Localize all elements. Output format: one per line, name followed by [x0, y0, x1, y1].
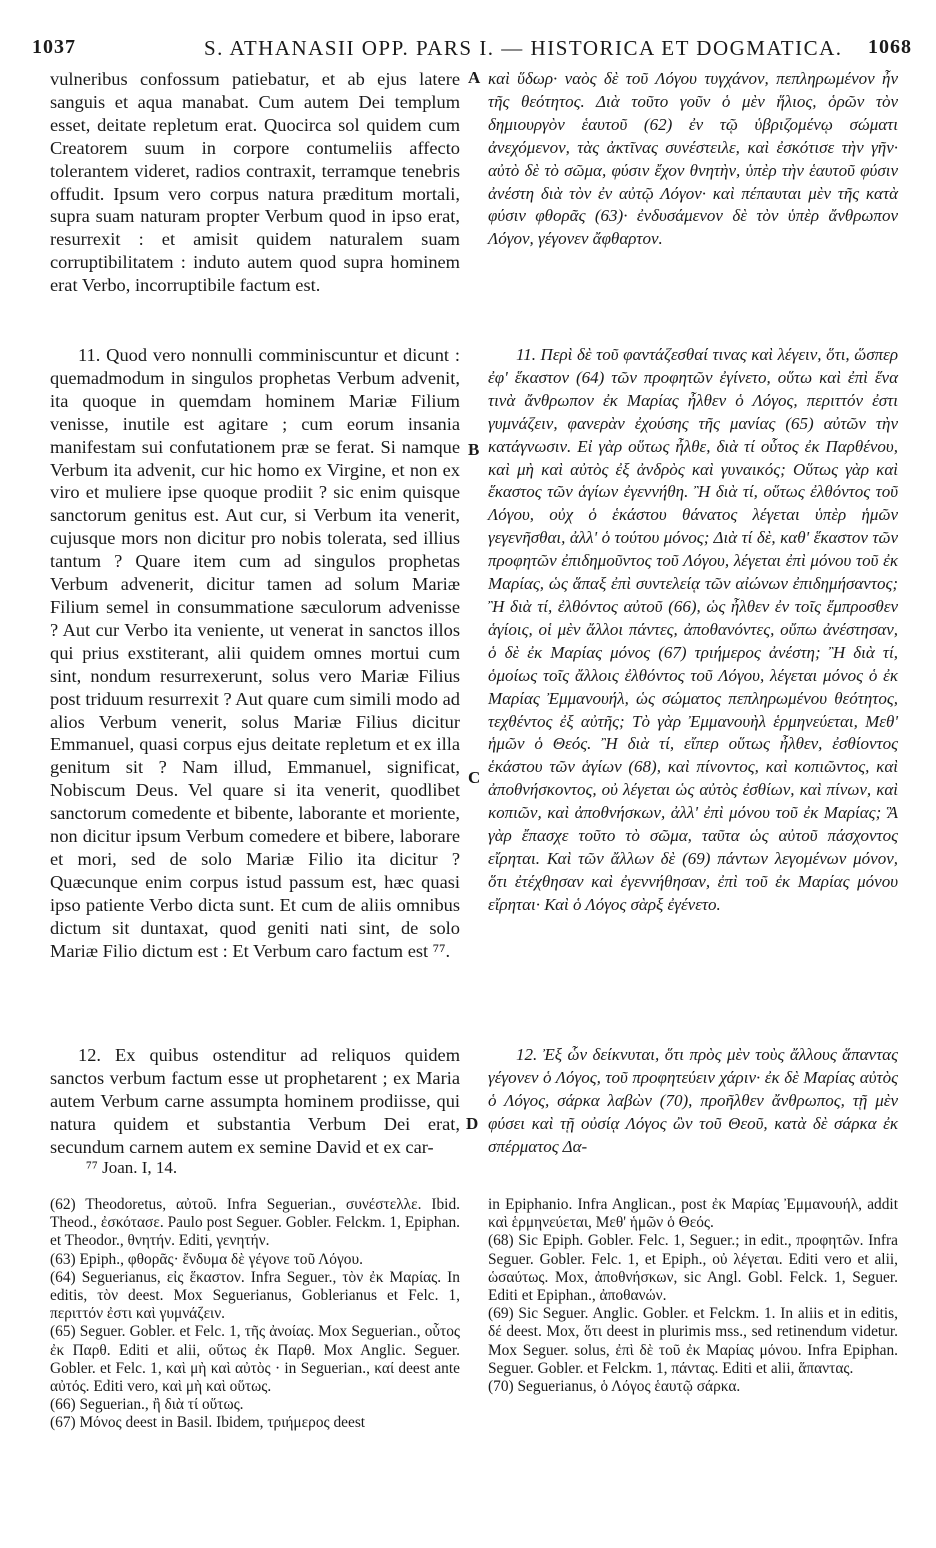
latin-column-11	[50, 344, 460, 962]
running-title: S. ATHANASII OPP. PARS I. — HISTORICA ET DOGMATICA.	[204, 36, 843, 60]
footnote-68: (68) Sic Epiph. Gobler. Felc. 1, Seguer.; in edit., προφητῶν. Infra Seguer. Gobler. Felc. 1, et Epiph., οὐ λέγεται. Editi vero et alii, ὡσαύτως. Mox, ἀποθνήσκων, sic Angl. Gobl. Felck. 1, Seguer. Editi et Epiphan., ἀποθανών.	[488, 1232, 898, 1305]
greek-paragraph-12: 12. Ἐξ ὧν δείκνυται, ὅτι πρὸς μὲν τοὺς ἄλλους ἅπαντας γέγονεν ὁ Λόγος, τοῦ προφητεύειν χάριν· ἐκ δὲ Μαρίας αὐτὸς ὁ Λόγος, σάρκα λαβὼν (70), προῆλθεν ἄνθρωπος, τῇ μὲν φύσει καὶ τῇ οὐσίᾳ Λόγος ὢν τοῦ Θεοῦ, κατὰ δὲ σάρκα ἐκ σπέρματος Δα-	[488, 1045, 898, 1156]
latin-column-top	[50, 68, 460, 297]
margin-letter-b: B	[468, 440, 480, 459]
footnote-70: (70) Seguerianus, ὁ Λόγος ἑαυτῷ σάρκα.	[488, 1378, 741, 1396]
footnote-67-continued: in Epiphanio. Infra Anglican., post ἐκ Μαρίας Ἐμμανουήλ, addit καὶ ἑρμηνεύεται, Μεθ' ἡμῶν ὁ Θεός.	[488, 1196, 898, 1232]
latin-paragraph-10: vulneribus confossum patiebatur, et ab ejus latere sanguis et aqua manabat. Cum autem Dei templum esset, deitate repletum erat. Quocirca sol quidem cum Creatorem suum in corpore contumeliis affecto tolerantem videret, radios contraxit, terramque tenebris offudit. Ipsum vero corpus natura præditum mortali, supra suam naturam propter Verbum quod in ipso erat, resurrexit : et amisit quidem naturalem suam corruptibilitatem : induto autem quod supra hominem erat Verbo, incorruptibile factum est.	[50, 69, 460, 296]
footnote-65: (65) Seguer. Gobler. et Felc. 1, τῆς ἀνοίας. Mox Seguerian., οὗτος ἐκ Παρθ. Editi et alii, οὕτως ἐκ Παρθ. Mox Anglic. Seguer. Gobler. et Felc. 1, καὶ μὴ καὶ αὐτὸς · in Seguerian., καί deest ante αὐτός. Editi vero, καὶ μὴ καὶ οὕτως.	[50, 1323, 460, 1396]
latin-column-12	[50, 1044, 460, 1159]
footnote-69: (69) Sic Seguer. Anglic. Gobler. et Felckm. 1. In aliis et in editis, δέ deest. Mox, ὅτι deest in plurimis mss., sed retinendum videtur. Mox Seguer. solus, ἐπὶ δὲ τοῦ ἐκ Μαρίας μόνου. Infra Epiphan. Seguer. Gobler. et Felckm. 1, πάντας. Editi et alii, ἅπαντας.	[488, 1305, 898, 1377]
latin-paragraph-12: 12. Ex quibus ostenditur ad reliquos quidem sanctos verbum factum esse ut prophetarent ; ex Maria autem Verbum carne assumpta hominem prodiisse, qui natura quidem et substantia Verbum Dei erat, secundum carnem autem ex semine David et ex car-	[50, 1045, 460, 1157]
greek-column-top	[488, 68, 898, 251]
latin-paragraph-11: 11. Quod vero nonnulli comminiscuntur et dicunt : quemadmodum in singulos prophetas Verbum advenit, ita quoque in quemdam hominem Mariæ Filium venisse, inutile est agitare ; cum eorum insania manifestam sui confutationem præ se ferat. Si namque Verbum ita advenit, cur hic homo ex Virgine, et non ex viro et muliere ipse quoque prodiit ? sic enim quisque sanctorum genitus est. Aut cur, si Verbum ita venerit, cujusque mors non dicitur pro nobis tolerata, sed illius tantum ? Quare item cum ad singulos prophetas Verbum advenerit, dicitur tamen ad solum Mariæ Filium semel in consummatione sæculorum advenisse ? Aut cur Verbo ita veniente, ut venerat in sanctos illos qui prius exstiterant, alii quidem omnes mortui cum sint, nondum resurrexerunt, solus vero Mariæ Filius post triduum resurrexit ? Aut quare cum simili modo ad alios Verbum venerit, solus Mariæ Filius dicitur Emmanuel, quasi corpus ejus deitate repletum et ex illa genitum sit ? Nam illud, Emmanuel, significat, Nobiscum Deus. Vel quare si ita venerit, quodlibet sanctorum comedente et bibente, laborante et moriente, non dicitur ipsum Verbum comedere et bibere, laborare et mori, sed de solo Mariæ Filio ita dicitur ? Quæcunque enim corpus istud passum est, hæc quasi ipso patiente Verbo dicta sunt. Et cum de aliis omnibus dictum sit duntaxat, quod geniti nati sint, de solo Mariæ Filio dictum est : Et Verbum caro factum est ⁷⁷.	[50, 345, 460, 961]
footnote-67: (67) Μόνος deest in Basil. Ibidem, τριήμερος deest	[50, 1414, 366, 1432]
greek-paragraph-10: καὶ ὕδωρ· ναὸς δὲ τοῦ Λόγου τυγχάνον, πεπληρωμένον ἦν τῆς θεότητος. Διὰ τοῦτο γοῦν ὁ μὲν ἥλιος, ὁρῶν τὸν δημιουργὸν ἑαυτοῦ (62) ἐν τῷ ὑβριζομένῳ σώματι ἀνεχόμενον, τὰς ἀκτῖνας συνέστειλε, καὶ ἐσκότισε τὴν γῆν· αὐτὸ δὲ τὸ σῶμα, φύσιν ἔχον θνητὴν, ὑπὲρ τὴν ἑαυτοῦ φύσιν ἀνέστη διὰ τὸν ἐν αὐτῷ Λόγον· καὶ πέπαυται μὲν τῆς κατὰ φύσιν φθορᾶς (63)· ἐνδυσάμενον δὲ τὸν ὑπὲρ ἄνθρωπον Λόγον, γέγονεν ἄφθαρτον.	[488, 69, 898, 249]
page-number-left: 1037	[32, 36, 76, 58]
margin-letter-d: D	[466, 1114, 479, 1133]
footnote-62: (62) Theodoretus, αὐτοῦ. Infra Seguerian., συνέστελλε. Ibid. Theod., ἐσκότασε. Paulo post Seguer. Gobler. Felckm. 1, Epiphan. et Theodor., θνητήν. Editi, γενητήν.	[50, 1196, 460, 1250]
footnote-66: (66) Seguerian., ἢ διὰ τί οὕτως.	[50, 1396, 244, 1414]
footnotes-right	[488, 1196, 898, 1396]
footnotes-left	[50, 1196, 460, 1433]
margin-letter-c: C	[468, 768, 481, 787]
running-header	[24, 36, 912, 64]
scripture-note: ⁷⁷ Joan. I, 14.	[86, 1158, 178, 1177]
greek-paragraph-11: 11. Περὶ δὲ τοῦ φαντάζεσθαί τινας καὶ λέγειν, ὅτι, ὥσπερ ἐφ' ἕκαστον (64) τῶν προφητῶν ἐγίνετο, οὕτω καὶ ἐπὶ ἕνα τινὰ ἄνθρωπον ἐκ Μαρίας ἦλθεν ὁ Λόγος, περιττόν ἐστι γυμνάζειν, φανερὰν ἐχούσης τῆς μανίας (65) αὐτῶν τὴν κατάγνωσιν. Εἰ γὰρ οὕτως ἦλθε, διὰ τί οὗτος ἐκ Παρθένου, καὶ μὴ καὶ αὐτὸς ἐξ ἀνδρὸς καὶ γυναικός; Οὕτως γὰρ καὶ ἕκαστος τῶν ἁγίων ἐγεννήθη. Ἢ διὰ τί, οὕτως ἐλθόντος τοῦ Λόγου, οὐχ ὁ ἑκάστου θάνατος λέγεται ὑπὲρ ἡμῶν γεγενῆσθαι, ἀλλ' ὁ τούτου μόνος; Διὰ τί δὲ, καθ' ἕκαστον τῶν προφητῶν ἐπιδημοῦντος τοῦ Λόγου, λέγεται ἐπὶ μόνου τοῦ ἐκ Μαρίας, ὡς ἅπαξ ἐπὶ συντελείᾳ τῶν αἰώνων ἐπιδημήσαντος; Ἢ διὰ τί, ἐλθόντος αὐτοῦ (66), ὡς ἦλθεν ἐν τοῖς ἔμπροσθεν ἁγίοις, οἱ μὲν ἄλλοι πάντες, ἀποθανόντες, οὔπω ἀνέστησαν, ὁ δὲ ἐκ Μαρίας μόνος (67) τριήμερος ἀνέστη; Ἢ διὰ τί, ὁμοίως τοῖς ἄλλοις ἐλθόντος τοῦ Λόγου, λέγεται μόνος ὁ ἐκ Μαρίας Ἐμμανουήλ, ὡς σώματος πεπληρωμένου θεότητος, τεχθέντος ἐξ αὐτῆς; Τὸ γὰρ Ἐμμανουὴλ ἑρμηνεύεται, Μεθ' ἡμῶν ὁ Θεός. Ἢ διὰ τί, εἴπερ οὕτως ἦλθεν, ἐσθίοντος ἑκάστου τῶν ἁγίων (68), καὶ πίνοντος, καὶ κοπιῶντος, καὶ ἀποθνήσκοντος, οὐ λέγεται ὡς αὐτὸς ἐσθίων, καὶ πίνων, καὶ κοπιῶν, καὶ ἀποθνήσκων, ἀλλ' ἐπὶ μόνου τοῦ ἐκ Μαρίας; Ἃ γὰρ ἔπασχε τοῦτο τὸ σῶμα, ταῦτα ὡς αὐτοῦ πάσχοντος εἴρηται. Καὶ τῶν ἄλλων δὲ (69) πάντων λεγομένων μόνον, ὅτι ἐτέχθησαν καὶ ἐγεννήθησαν, ἐπὶ τοῦ ἐκ Μαρίας μόνου εἴρηται· Καὶ ὁ Λόγος σὰρξ ἐγένετο.	[488, 345, 898, 914]
page-number-right: 1068	[868, 36, 912, 58]
footnote-63: (63) Epiph., φθορᾶς· ἔνδυμα δὲ γέγονε τοῦ Λόγου.	[50, 1250, 363, 1268]
margin-letter-a: A	[468, 68, 481, 87]
greek-column-11	[488, 344, 898, 917]
footnote-64: (64) Seguerianus, εἰς ἕκαστον. Infra Seguer., τὸν ἐκ Μαρίας. In editis, τὸν deest. Mox Seguerianus, Goblerianus et Felc. 1, περιττόν ἐστι καὶ γυμνάζειν.	[50, 1268, 460, 1323]
greek-column-12	[488, 1044, 898, 1159]
